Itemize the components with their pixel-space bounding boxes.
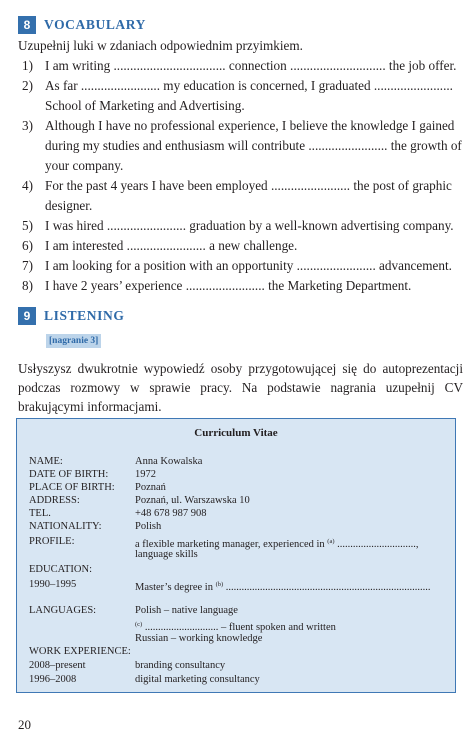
cv-years: 2008–present — [29, 660, 86, 671]
cv-label: PLACE OF BIRTH: — [29, 482, 115, 493]
item-text: Although I have no professional experience, I believe the knowledge I gained during my studies and enthusiasm will contribute ........................ the growth of your company. — [45, 118, 462, 173]
gap-marker-b: (b) — [215, 581, 224, 588]
item-number: 7) — [22, 258, 33, 273]
section-title: VOCABULARY — [44, 17, 147, 32]
exercise-item — [18, 116, 463, 176]
cv-value: Polish – native language — [135, 605, 238, 616]
section-title: LISTENING — [44, 308, 125, 323]
answer-gap: .............................., — [334, 539, 419, 550]
cv-label: ADDRESS: — [29, 495, 80, 506]
item-number: 4) — [22, 178, 33, 193]
cv-value: 1972 — [135, 469, 156, 480]
profile-text: a flexible marketing manager, experienced in — [135, 539, 325, 550]
listening-instruction: Usłyszysz dwukrotnie wypowiedź osoby przygotowującej się do autoprezentacji podczas rozmowy w sprawie pracy. Na podstawie nagrania uzupełnij CV brakującymi informacjami. — [18, 361, 463, 414]
recording-tag: [nagranie 3] — [46, 334, 101, 348]
section-number: 8 — [18, 16, 36, 34]
exercise-item — [18, 276, 463, 296]
item-text: As far ........................ my education is concerned, I graduated ........................ School of Marketing and Advertising. — [45, 78, 453, 113]
answer-gap: ............................ – fluent spoken and written — [142, 622, 336, 633]
item-text: I have 2 years’ experience ........................ the Marketing Department. — [45, 278, 412, 293]
cv-value: Polish — [135, 521, 162, 532]
cv-label: EDUCATION: — [29, 564, 92, 575]
answer-gap: .............................................................................. — [223, 582, 431, 593]
item-text: I was hired ........................ graduation by a well-known advertising company. — [45, 218, 454, 233]
cv-label: TEL. — [29, 508, 51, 519]
item-text: I am looking for a position with an opportunity ........................ advancement. — [45, 258, 452, 273]
cv-value: Russian – working knowledge — [135, 633, 263, 644]
cv-value — [135, 578, 447, 594]
cv-value: digital marketing consultancy — [135, 674, 260, 685]
profile-text-cont: language skills — [135, 549, 198, 560]
cv-label: PROFILE: — [29, 536, 75, 547]
item-number: 8) — [22, 278, 33, 293]
edu-text: Master’s degree in — [135, 582, 213, 593]
cv-label: NAME: — [29, 456, 63, 467]
exercise-item — [18, 256, 463, 276]
cv-value: branding consultancy — [135, 660, 226, 671]
cv-title: Curriculum Vitae — [194, 427, 278, 439]
cv-label: NATIONALITY: — [29, 521, 102, 532]
exercise-item — [18, 176, 463, 216]
item-number: 1) — [22, 58, 33, 73]
exercise-item — [18, 56, 463, 76]
cv-label: WORK EXPERIENCE: — [29, 646, 131, 657]
item-number: 3) — [22, 118, 33, 133]
vocabulary-header — [18, 16, 146, 34]
item-text: I am writing .................................. connection ............................. the job offer. — [45, 58, 457, 73]
item-text: For the past 4 years I have been employed ........................ the post of graphic designer. — [45, 178, 452, 213]
cv-value: +48 678 987 908 — [135, 508, 207, 519]
cv-value: Poznań — [135, 482, 166, 493]
cv-box — [16, 418, 456, 693]
section-number: 9 — [18, 307, 36, 325]
exercise-item — [18, 236, 463, 256]
page-number: 20 — [18, 717, 31, 732]
vocabulary-instruction: Uzupełnij luki w zdaniach odpowiednim przyimkiem. — [18, 38, 303, 53]
cv-label: DATE OF BIRTH: — [29, 469, 109, 480]
listening-header — [18, 307, 124, 325]
cv-value: Poznań, ul. Warszawska 10 — [135, 495, 250, 506]
item-number: 2) — [22, 78, 33, 93]
cv-years: 1990–1995 — [29, 579, 77, 590]
gap-marker-a: (a) — [327, 538, 335, 545]
cv-value: Anna Kowalska — [135, 456, 203, 467]
item-number: 5) — [22, 218, 33, 233]
exercise-item — [18, 76, 463, 116]
item-number: 6) — [22, 238, 33, 253]
cv-label: LANGUAGES: — [29, 605, 97, 616]
gap-marker-c: (c) — [135, 621, 143, 628]
exercise-item — [18, 216, 463, 236]
item-text: I am interested ........................ a new challenge. — [45, 238, 298, 253]
cv-years: 1996–2008 — [29, 674, 77, 685]
